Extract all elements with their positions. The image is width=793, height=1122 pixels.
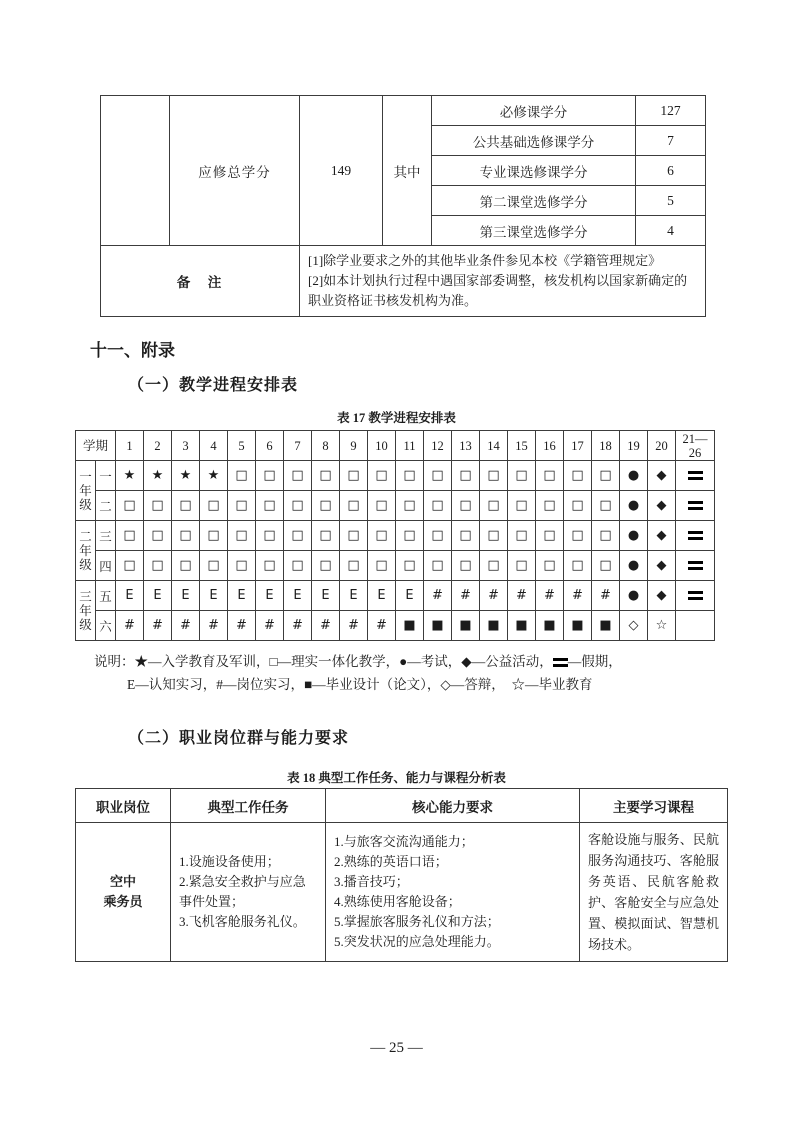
credit-item-value: 6 (636, 156, 706, 186)
schedule-cell: □ (312, 551, 340, 581)
semester-row-label: 四 (96, 551, 116, 581)
semester-header-cell: 15 (508, 431, 536, 461)
schedule-cell: □ (508, 491, 536, 521)
schedule-cell: E (396, 581, 424, 611)
semester-header-cell: 2 (144, 431, 172, 461)
schedule-cell (676, 581, 715, 611)
job-title-cell (76, 823, 171, 962)
task-line: 3.飞机客舱服务礼仪。 (179, 914, 306, 929)
schedule-cell: □ (172, 521, 200, 551)
schedule-cell: E (256, 581, 284, 611)
semester-row-label: 五 (96, 581, 116, 611)
schedule-cell: □ (564, 491, 592, 521)
schedule-cell: ☆ (648, 611, 676, 641)
ability-line: 1.与旅客交流沟通能力； (334, 834, 474, 849)
job-title-line: 空中 (109, 874, 136, 889)
schedule-cell: □ (284, 551, 312, 581)
table17-caption: 表 17 教学进程安排表 (337, 411, 456, 425)
credit-item-value: 4 (636, 216, 706, 246)
schedule-cell: □ (284, 491, 312, 521)
subsection-heading-2: （二）职业岗位群与能力要求 (128, 730, 350, 747)
ability-line: 3.播音技巧； (334, 874, 409, 889)
analysis-col-header: 职业岗位 (76, 789, 171, 823)
schedule-cell: ★ (116, 461, 144, 491)
schedule-cell: ◆ (648, 491, 676, 521)
legend-line-2: E—认知实习，#—岗位实习，■—毕业设计（论文），◇—答辩， ☆—毕业教育 (127, 677, 593, 692)
note-line: [1]除学业要求之外的其他毕业条件参见本校《学籍管理规定》 (308, 253, 662, 268)
semester-header-cell: 1 (116, 431, 144, 461)
schedule-cell: # (424, 581, 452, 611)
main-courses-cell: 客舱设施与服务、民航服务沟通技巧、客舱服务英语、民航客舱救护、客舱安全与应急处置、模拟面试、智慧机场技术。 (580, 823, 728, 962)
semester-header-cell: 19 (620, 431, 648, 461)
schedule-cell: □ (200, 521, 228, 551)
schedule-cell: E (284, 581, 312, 611)
schedule-cell: □ (564, 461, 592, 491)
schedule-cell: ■ (564, 611, 592, 641)
schedule-cell: □ (536, 521, 564, 551)
schedule-cell: ■ (480, 611, 508, 641)
schedule-cell: ■ (424, 611, 452, 641)
schedule-cell: □ (396, 461, 424, 491)
credit-item-label: 专业课选修课学分 (432, 156, 636, 186)
schedule-cell: □ (480, 521, 508, 551)
grade-label-cell: 二 年 级 (76, 521, 96, 581)
semester-header-cell: 7 (284, 431, 312, 461)
schedule-cell: # (452, 581, 480, 611)
ability-line: 4.熟练使用客舱设备； (334, 894, 461, 909)
schedule-cell: □ (536, 461, 564, 491)
job-title-line: 乘务员 (103, 894, 143, 909)
schedule-cell: □ (480, 461, 508, 491)
schedule-cell: □ (508, 521, 536, 551)
semester-header-cell: 5 (228, 431, 256, 461)
schedule-cell: □ (256, 491, 284, 521)
schedule-cell: ■ (536, 611, 564, 641)
subsection-heading-1: （一）教学进程安排表 (128, 377, 299, 394)
semester-header-cell: 12 (424, 431, 452, 461)
schedule-cell: □ (340, 551, 368, 581)
schedule-cell: E (368, 581, 396, 611)
schedule-cell: # (256, 611, 284, 641)
schedule-cell: # (536, 581, 564, 611)
schedule-cell: □ (508, 461, 536, 491)
legend-line-1: 说明：★—入学教育及军训，□—理实一体化教学，●—考试，◆—公益活动， —假期， (94, 654, 622, 669)
section-heading: 十一、附录 (90, 341, 175, 360)
schedule-cell: # (480, 581, 508, 611)
semester-header-cell: 14 (480, 431, 508, 461)
schedule-cell: □ (256, 551, 284, 581)
note-line: [2]如本计划执行过程中遇国家部委调整，核发机构以国家新确定的职业资格证书核发机构为准。 (308, 273, 688, 308)
credits-among-label: 其中 (383, 96, 432, 246)
schedule-cell: □ (452, 461, 480, 491)
schedule-cell: # (592, 581, 620, 611)
credit-item-label: 公共基础选修课学分 (432, 126, 636, 156)
schedule-cell: □ (480, 491, 508, 521)
typical-tasks-cell (171, 823, 326, 962)
schedule-cell: □ (536, 551, 564, 581)
schedule-cell: □ (368, 491, 396, 521)
schedule-cell: □ (256, 461, 284, 491)
schedule-cell: □ (228, 461, 256, 491)
schedule-cell: ◇ (620, 611, 648, 641)
schedule-cell: E (228, 581, 256, 611)
schedule-cell: □ (340, 491, 368, 521)
schedule-cell: □ (452, 491, 480, 521)
double-bar-symbol (688, 471, 703, 480)
notes-label: 备 注 (101, 246, 300, 317)
schedule-cell: # (284, 611, 312, 641)
schedule-cell: # (172, 611, 200, 641)
schedule-cell: ★ (200, 461, 228, 491)
schedule-cell: □ (480, 551, 508, 581)
semester-header-cell: 6 (256, 431, 284, 461)
schedule-cell: ■ (592, 611, 620, 641)
credits-empty-cell (101, 96, 170, 246)
double-bar-symbol (688, 531, 703, 540)
semester-header-cell: 11 (396, 431, 424, 461)
double-bar-symbol (688, 591, 703, 600)
semester-header-cell: 21— 26 (676, 431, 715, 461)
schedule-cell: E (144, 581, 172, 611)
schedule-cell: □ (144, 551, 172, 581)
double-bar-symbol (688, 561, 703, 570)
schedule-cell: ★ (172, 461, 200, 491)
credits-total-label: 应修总学分 (170, 96, 300, 246)
schedule-cell: # (144, 611, 172, 641)
semester-row-label: 一 (96, 461, 116, 491)
schedule-cell: ■ (508, 611, 536, 641)
schedule-cell (676, 551, 715, 581)
analysis-col-header: 主要学习课程 (580, 789, 728, 823)
schedule-cell: E (172, 581, 200, 611)
grade-label-cell: 三 年 级 (76, 581, 96, 641)
analysis-col-header: 核心能力要求 (326, 789, 580, 823)
schedule-cell: □ (116, 551, 144, 581)
table18-caption: 表 18 典型工作任务、能力与课程分析表 (287, 771, 506, 785)
schedule-cell: E (116, 581, 144, 611)
schedule-cell: □ (368, 461, 396, 491)
task-line: 2.紧急安全救护与应急事件处置； (179, 874, 306, 909)
credit-item-label: 第二课堂选修学分 (432, 186, 636, 216)
credit-item-value: 5 (636, 186, 706, 216)
semester-header-cell: 20 (648, 431, 676, 461)
schedule-cell: □ (452, 551, 480, 581)
core-abilities-cell (326, 823, 580, 962)
schedule-cell: # (228, 611, 256, 641)
credits-table (100, 95, 706, 317)
task-line: 1.设施设备使用； (179, 854, 280, 869)
schedule-cell: ■ (396, 611, 424, 641)
credits-total-value: 149 (300, 96, 383, 246)
schedule-cell: ● (620, 521, 648, 551)
credit-item-value: 127 (636, 96, 706, 126)
double-bar-symbol (688, 501, 703, 510)
schedule-cell: □ (228, 521, 256, 551)
schedule-cell: # (312, 611, 340, 641)
schedule-cell: □ (396, 521, 424, 551)
schedule-cell (676, 461, 715, 491)
schedule-cell: ● (620, 581, 648, 611)
schedule-cell: ● (620, 461, 648, 491)
schedule-cell: □ (592, 461, 620, 491)
schedule-cell: □ (424, 491, 452, 521)
ability-line: 5.掌握旅客服务礼仪和方法； (334, 914, 500, 929)
schedule-cell: □ (536, 491, 564, 521)
page-number: — 25 — (370, 1040, 423, 1056)
schedule-cell: □ (592, 551, 620, 581)
credit-item-label: 必修课学分 (432, 96, 636, 126)
schedule-cell: □ (172, 551, 200, 581)
schedule-cell: ◆ (648, 581, 676, 611)
schedule-cell: □ (424, 551, 452, 581)
schedule-cell: # (200, 611, 228, 641)
schedule-cell: ◆ (648, 521, 676, 551)
schedule-cell: □ (368, 521, 396, 551)
grade-label-cell: 一 年 级 (76, 461, 96, 521)
schedule-cell: □ (172, 491, 200, 521)
schedule-cell: □ (564, 521, 592, 551)
credits-notes (300, 246, 706, 317)
schedule-cell: # (508, 581, 536, 611)
schedule-cell: # (368, 611, 396, 641)
double-bar-symbol (553, 658, 568, 667)
schedule-cell: ● (620, 551, 648, 581)
schedule-cell: □ (284, 521, 312, 551)
schedule-cell: □ (312, 461, 340, 491)
schedule-cell: □ (396, 551, 424, 581)
schedule-cell: □ (424, 521, 452, 551)
semester-header-cell: 16 (536, 431, 564, 461)
schedule-cell: ◆ (648, 461, 676, 491)
schedule-cell: □ (256, 521, 284, 551)
semester-header-cell: 18 (592, 431, 620, 461)
schedule-cell: □ (564, 551, 592, 581)
schedule-cell: □ (144, 491, 172, 521)
schedule-cell (676, 611, 715, 641)
credit-item-value: 7 (636, 126, 706, 156)
schedule-cell: ■ (452, 611, 480, 641)
schedule-cell: E (200, 581, 228, 611)
schedule-cell: # (116, 611, 144, 641)
schedule-cell (676, 521, 715, 551)
schedule-legend (94, 650, 714, 696)
schedule-cell: # (340, 611, 368, 641)
semester-header-cell: 9 (340, 431, 368, 461)
schedule-cell: □ (396, 491, 424, 521)
semester-header-cell: 4 (200, 431, 228, 461)
schedule-cell (676, 491, 715, 521)
schedule-cell: □ (144, 521, 172, 551)
semester-header-cell: 10 (368, 431, 396, 461)
schedule-cell: □ (340, 521, 368, 551)
ability-line: 5.突发状况的应急处理能力。 (334, 934, 500, 949)
analysis-col-header: 典型工作任务 (171, 789, 326, 823)
semester-row-label: 三 (96, 521, 116, 551)
semester-header-cell: 13 (452, 431, 480, 461)
schedule-cell: ★ (144, 461, 172, 491)
schedule-cell: □ (228, 551, 256, 581)
job-analysis-table (75, 788, 728, 962)
schedule-cell: □ (592, 491, 620, 521)
schedule-cell: □ (284, 461, 312, 491)
schedule-cell: E (312, 581, 340, 611)
schedule-cell: □ (116, 491, 144, 521)
schedule-cell: □ (452, 521, 480, 551)
schedule-cell: □ (312, 491, 340, 521)
schedule-cell: E (340, 581, 368, 611)
schedule-cell: □ (228, 491, 256, 521)
semester-row-label: 六 (96, 611, 116, 641)
schedule-cell: □ (340, 461, 368, 491)
schedule-cell: □ (424, 461, 452, 491)
schedule-cell: # (564, 581, 592, 611)
schedule-cell: ● (620, 491, 648, 521)
schedule-cell: □ (200, 551, 228, 581)
semester-row-label: 二 (96, 491, 116, 521)
semester-header-cell: 17 (564, 431, 592, 461)
schedule-cell: □ (508, 551, 536, 581)
semester-header-cell: 3 (172, 431, 200, 461)
schedule-cell: □ (592, 521, 620, 551)
schedule-cell: □ (116, 521, 144, 551)
ability-line: 2.熟练的英语口语； (334, 854, 448, 869)
credit-item-label: 第三课堂选修学分 (432, 216, 636, 246)
semester-header-cell: 8 (312, 431, 340, 461)
teaching-schedule-table (75, 430, 715, 641)
semester-corner-header: 学期 (76, 431, 116, 461)
schedule-cell: □ (368, 551, 396, 581)
schedule-cell: □ (312, 521, 340, 551)
schedule-cell: □ (200, 491, 228, 521)
schedule-cell: ◆ (648, 551, 676, 581)
